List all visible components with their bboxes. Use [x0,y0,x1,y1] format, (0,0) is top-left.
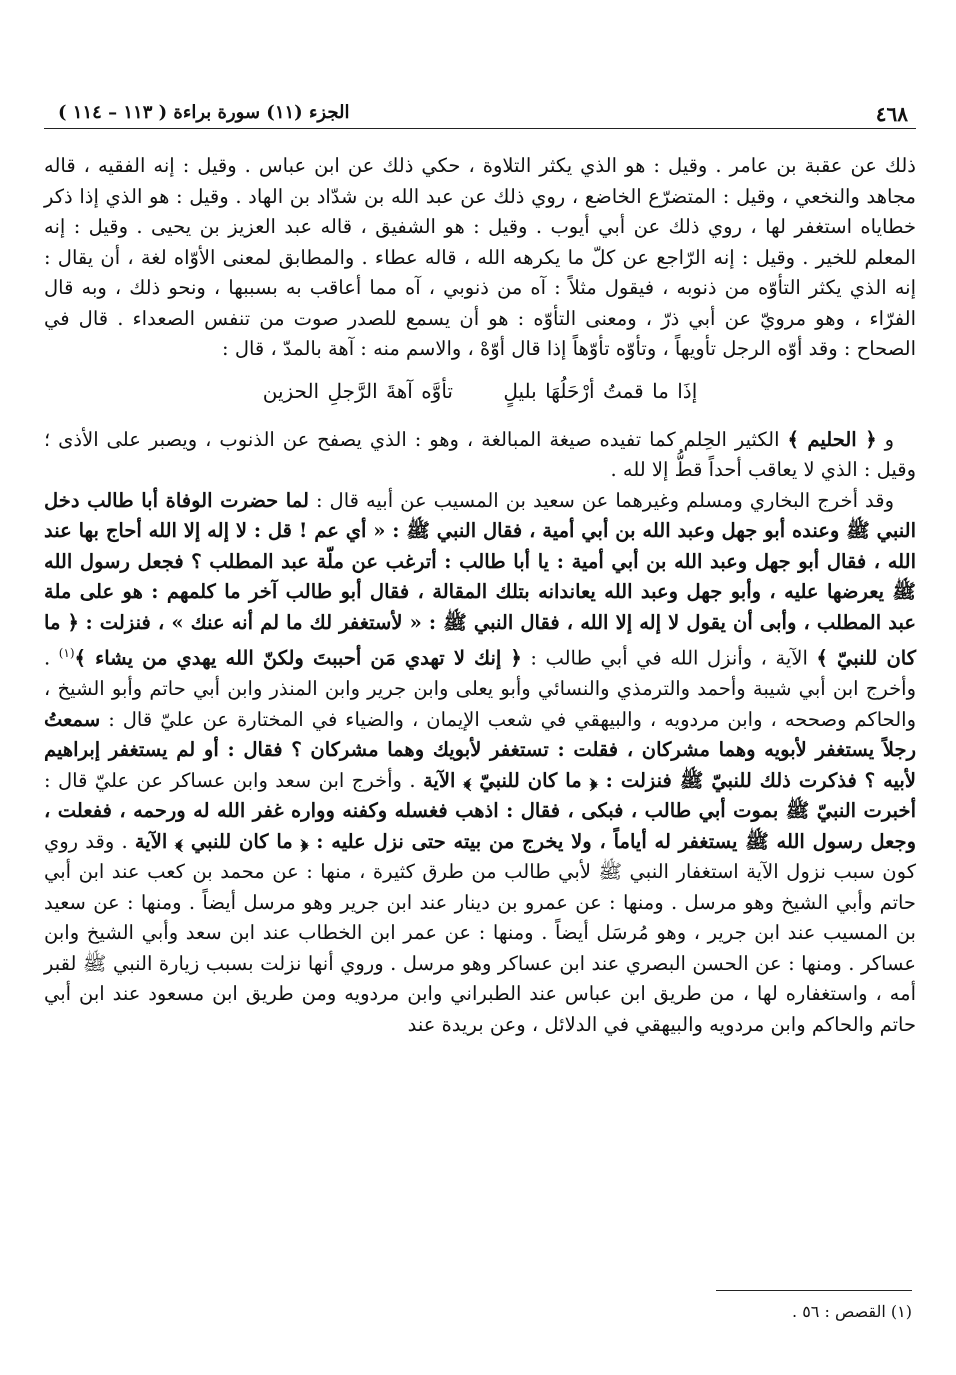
page-number: ٤٦٨ [875,102,908,126]
commentary-chains: . وقد روي كون سبب نزول الآية استغفار النبي ﷺ لأبي طالب من طرق كثيرة ، منها : عن محمد بن كعب عند ابن أبي حاتم وأبي الشيخ وهو مرسل . ومنها : عن عمرو بن دينار عند ابن جرير وهو مرسل أيضاً . ومنها : عن سعيد بن المسيب عند ابن جرير ، وهو مُرسَل أيضاً . ومنها : عن عمر ابن الخطاب عند ابن سعد وأبي الشيخ وابن عساكر . ومنها : عن الحسن البصري عند ابن عساكر وهو مرسل . وروي أنها نزلت بسبب زيارة النبي ﷺ لقبر أمه ، واستغفاره لها ، من طريق ابن عباس عند الطبراني وابن مردويه ومن طريق ابن مسعود عند ابن أبي حاتم والحاكم وابن مردويه والبيهقي في الدلائل ، وعن بريدة عند [44,829,916,1036]
page-header [44,96,916,129]
page [44,96,916,1040]
paragraph-halim-lead: و [884,427,894,451]
quran-term: ﴿ الحليم ﴾ [787,427,877,451]
quran-quote: ﴿ ما كان للنبيّ ﴾ [44,610,917,670]
quran-quote-second: ﴿ إنك لا تهدي مَن أحببتَ ولكنّ الله يهدي من يشاء ﴾ [74,646,522,670]
poem-hemistich-second: تأوَّه آهةَ الرَّجلِ الحزين [262,378,453,403]
running-title: الجزء (١١) سورة براءة ( ١١٣ – ١١٤ ) [58,102,350,123]
narrators-second: . وأخرج ابن سعد وابن عساكر عن عليّ قال : [44,768,416,792]
hadith-text: لما حضرت الوفاة أبا طالب دخل النبي ﷺ وعنده أبو جهل وعبد الله بن أبي أمية ، فقال النبي ﷺ : « أي عم ! قل : لا إله إلا الله أحاج بها عند الله ، فقال أبو جهل وعبد الله بن أبي أمية : يا أبا طالب : أترغب عن ملّة عبد المطلب ؟ فجعل رسول الله ﷺ يعرضها عليه ، وأبو جهل وعبد الله يعاندانه بتلك المقالة ، فقال أبو طالب آخر ما كلمهم : هو على ملة عبد المطلب ، وأبى أن يقول لا إله إلا الله ، فقال النبي ﷺ : « لأستغفر لك ما لم أنه عنك » ، فنزلت : [44,488,916,634]
paragraph-halim-rest: الكثير الحِلم كما تفيده صيغة المبالغة ، وهو : الذي يصفح عن الذنوب ، ويصبر على الأذى ؛ وقيل : الذي لا يعاقب أحداً قطُّ إلا لله . [44,427,916,481]
footnote-marker: (١) [58,646,75,660]
body-text [44,151,916,1040]
poem-verse [44,375,916,407]
paragraph-hadith [44,486,916,1041]
poem-hemistich-first: إذَا ما قمتُ أرْحَلُهَا بليلٍ [503,378,698,403]
footnote: (١) القصص : ٥٦ . [792,1302,912,1321]
narrators-list: . وأخرج ابن أبي شيبة وأحمد والترمذي والنسائي وأبو يعلى وابن جرير وابن المنذر وابن أبي حاتم وأبو الشيخ ، والحاكم وصححه ، وابن مردويه ، والبيهقي في شعب الإيمان ، والضياء في المختارة عن عليّ قال : [44,646,916,731]
paragraph-halim [44,425,916,486]
hadith-connector: الآية ، وأنزل الله في أبي طالب : [530,646,808,670]
footnote-divider [716,1290,912,1291]
hadith-abutalib-text: أخبرت النبيّ ﷺ بموت أبي طالب ، فبكى ، فقال : اذهب فغسله وكفنه وواره غفر الله له ورحمه ، ففعلت ، وجعل رسول الله ﷺ يستغفر له أياماً ، ولا يخرج من بيته حتى نزل عليه : ﴿ ما كان للنبي ﴾ الآية [44,799,916,853]
hadith-intro: وقد أخرج البخاري ومسلم وغيرهما عن سعيد بن المسيب عن أبيه قال : [315,488,895,512]
paragraph-commentary: ذلك عن عقبة بن عامر . وقيل : هو الذي يكثر التلاوة ، حكي ذلك عن ابن عباس . وقيل : إنه الفقيه ، قاله مجاهد والنخعي ، وقيل : المتضرّع الخاضع ، روي ذلك عن عبد الله بن شدّاد بن الهاد . وقيل : هو الذي إذا ذكر خطاياه استغفر لها ، روي ذلك عن أبي أيوب . وقيل : هو الشفيق ، قاله عبد العزيز بن يحيى . وقيل : إنه المعلم للخير . وقيل : إنه الرّاجع عن كلّ ما يكرهه الله ، قاله عطاء . والمطابق لمعنى الأوّاه لغة ، أن يقال : إنه الذي يكثر التأوّه من ذنوبه ، فيقول مثلاً : آه من ذنوبي ، آه مما أعاقب به بسببها ، ونحو ذلك ، وبه قال الفرّاء ، وهو مرويّ عن أبي ذرّ ، ومعنى التأوّه : هو أن يسمع للصدر صوت من تنفس الصعداء . قال في الصحاح : وقد أوّه الرجل تأويهاً ، وتأوّه تأوّهاً إذا قال أوّهْ ، والاسم منه : آهة بالمدّ ، قال : [44,154,916,360]
hadith-ali-text: سمعتُ رجلاً يستغفر لأبويه وهما مشركان ، فقلت : تستغفر لأبويك وهما مشركان ؟ فقال : أو لم يستغفر إبراهيم لأبيه ؟ فذكرت ذلك للنبيّ ﷺ فنزلت : ﴿ ما كان للنبيّ ﴾ الآية [44,707,916,792]
